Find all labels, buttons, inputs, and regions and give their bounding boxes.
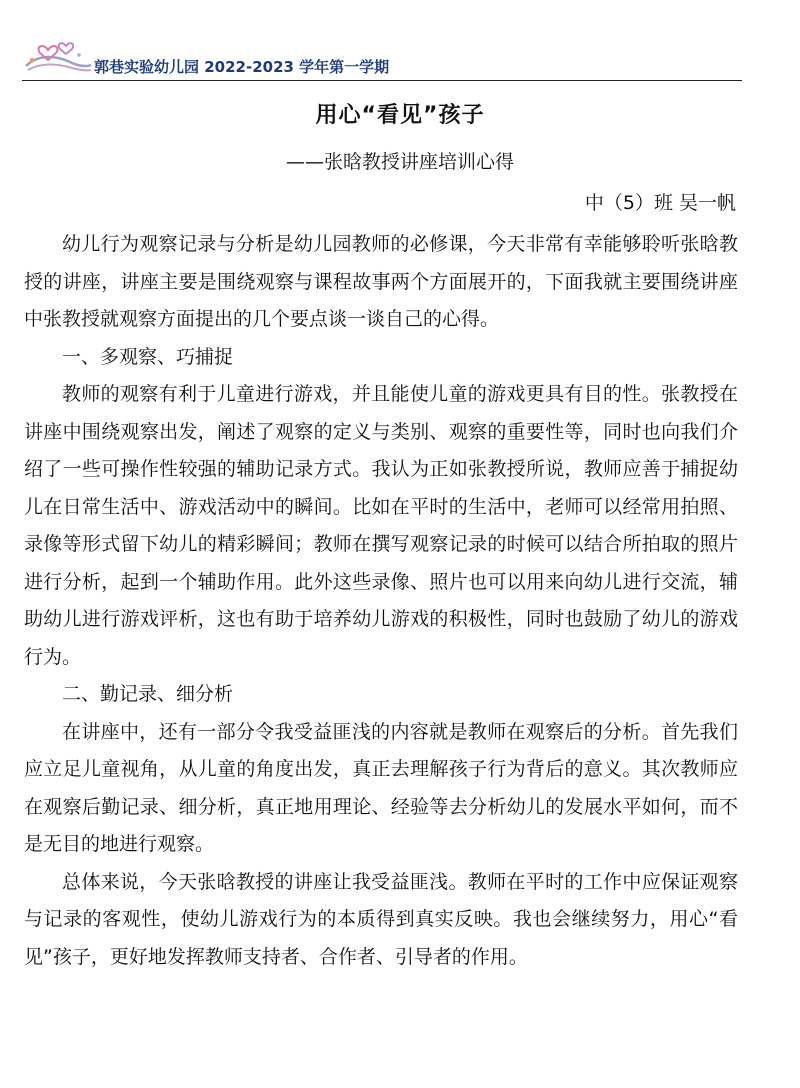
author-line: 中（5）班 吴一帆 [584,192,736,214]
paragraph-section-2: 在讲座中，还有一部分令我受益匪浅的内容就是教师在观察后的分析。首先我们应立足儿童视角，从儿童的角度出发，真正去理解孩子行为背后的意义。其次教师应在观察后勤记录、细分析，真正地用理论、经验等去分析幼儿的发展水平如何，而不是无目的地进行观察。 [24,720,738,855]
document-body [24,226,738,976]
paragraph-section-1: 教师的观察有利于儿童进行游戏，并且能使儿童的游戏更具有目的性。张教授在讲座中围绕观察出发，阐述了观察的定义与类别、观察的重要性等，同时也向我们介绍了一些可操作性较强的辅助记录方式。我认为正如张教授所说，教师应善于捕捉幼儿在日常生活中、游戏活动中的瞬间。比如在平时的生活中，老师可以经常用拍照、录像等形式留下幼儿的精彩瞬间；教师在撰写观察记录的时候可以结合所拍取的照片进行分析，起到一个辅助作用。此外这些录像、照片也可以用来向幼儿进行交流，辅助幼儿进行游戏评析，这也有助于培养幼儿游戏的积极性，同时也鼓励了幼儿的游戏行为。 [24,383,738,668]
document-subtitle: ——张晗教授讲座培训心得 [285,151,514,173]
paragraph-intro: 幼儿行为观察记录与分析是幼儿园教师的必修课，今天非常有幸能够聆听张晗教授的讲座，讲座主要是围绕观察与课程故事两个方面展开的，下面我就主要围绕讲座中张教授就观察方面提出的几个要点谈一谈自己的心得。 [24,233,738,330]
section-heading-2: 二、勤记录、细分析 [62,683,234,705]
section-heading-1: 一、多观察、巧捕捉 [62,345,234,368]
school-term-header: 郭巷实验幼儿园 2022-2023 学年第一学期 [94,58,390,76]
paragraph-conclusion: 总体来说，今天张晗教授的讲座让我受益匪浅。教师在平时的工作中应保证观察与记录的客观性，使幼儿游戏行为的本质得到真实反映。我也会继续努力，用心“看见”孩子，更好地发挥教师支持者、合作者、引导者的作用。 [24,870,738,968]
page-header [22,34,742,81]
kindergarten-logo [22,36,92,76]
document-title: 用心“看见”孩子 [315,103,485,128]
